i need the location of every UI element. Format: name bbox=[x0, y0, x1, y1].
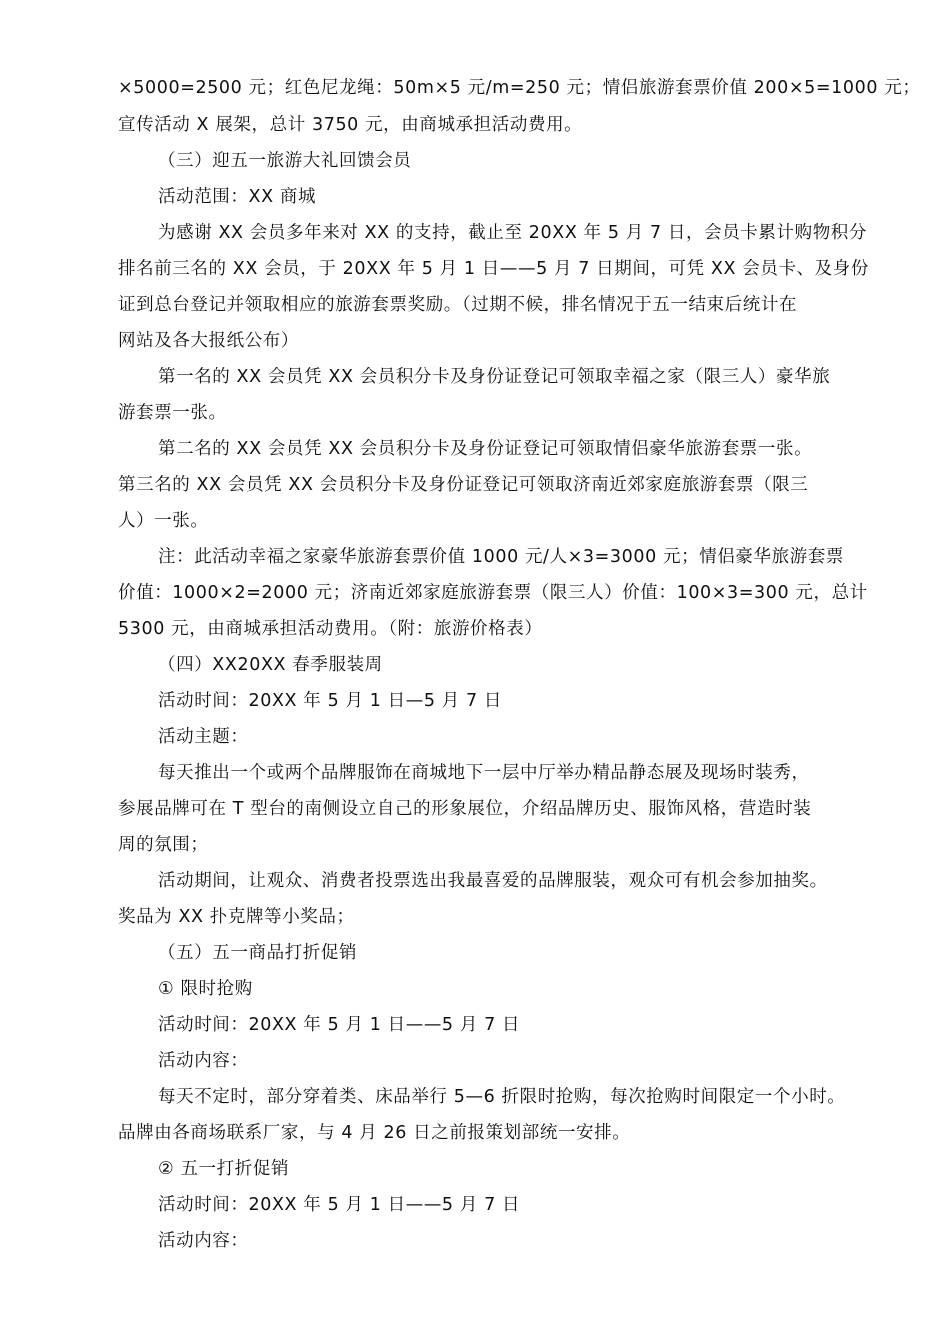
text-line: 证到总台登记并领取相应的旅游套票奖励。（过期不候，排名情况于五一结束后统计在 bbox=[118, 295, 798, 315]
text-line: 注：此活动幸福之家豪华旅游套票价值 1000 元/人×3=3000 元；情侣豪华旅游套票 bbox=[158, 547, 845, 567]
text-line: 每天不定时，部分穿着类、床品举行 5—6 折限时抢购，每次抢购时间限定一个小时。 bbox=[158, 1087, 846, 1107]
text-line: 活动时间：20XX 年 5 月 1 日—5 月 7 日 bbox=[158, 691, 502, 711]
text-line: 网站及各大报纸公布） bbox=[118, 331, 299, 351]
text-line: 活动内容： bbox=[158, 1231, 249, 1251]
text-line: 宣传活动 X 展架，总计 3750 元，由商城承担活动费用。 bbox=[118, 115, 583, 135]
text-line: 游套票一张。 bbox=[118, 403, 227, 423]
text-line: 周的氛围； bbox=[118, 835, 209, 855]
section-heading: （五）五一商品打折促销 bbox=[158, 943, 358, 963]
text-line: 奖品为 XX 扑克牌等小奖品； bbox=[118, 907, 355, 927]
text-line: 活动内容： bbox=[158, 1051, 249, 1071]
text-line: 第三名的 XX 会员凭 XX 会员积分卡及身份证登记可领取济南近郊家庭旅游套票（限三 bbox=[118, 475, 809, 495]
text-line: 活动范围：XX 商城 bbox=[158, 187, 317, 207]
text-line: 参展品牌可在 T 型台的南侧设立自己的形象展位，介绍品牌历史、服饰风格，营造时装 bbox=[118, 799, 812, 819]
text-line: 排名前三名的 XX 会员，于 20XX 年 5 月 1 日——5 月 7 日期间，可凭 XX 会员卡、及身份 bbox=[118, 259, 869, 279]
text-line: 第一名的 XX 会员凭 XX 会员积分卡及身份证登记可领取幸福之家（限三人）豪华旅 bbox=[158, 367, 831, 387]
text-line: 价值：1000×2=2000 元；济南近郊家庭旅游套票（限三人）价值：100×3=300 元，总计 bbox=[118, 583, 868, 603]
subsection-heading: ② 五一打折促销 bbox=[158, 1159, 290, 1179]
text-line: ×5000=2500 元；红色尼龙绳：50m×5 元/m=250 元；情侣旅游套票价值 200×5=1000 元； bbox=[118, 78, 921, 98]
text-line: 第二名的 XX 会员凭 XX 会员积分卡及身份证登记可领取情侣豪华旅游套票一张。 bbox=[158, 439, 813, 459]
text-line: 活动时间：20XX 年 5 月 1 日——5 月 7 日 bbox=[158, 1195, 521, 1215]
text-line: 活动主题： bbox=[158, 727, 249, 747]
section-heading: （四）XX20XX 春季服装周 bbox=[158, 655, 383, 675]
text-line: 活动期间，让观众、消费者投票选出我最喜爱的品牌服装，观众可有机会参加抽奖。 bbox=[158, 871, 828, 891]
text-line: 人）一张。 bbox=[118, 511, 209, 531]
text-line: 5300 元，由商城承担活动费用。（附：旅游价格表） bbox=[118, 619, 543, 639]
section-heading: （三）迎五一旅游大礼回馈会员 bbox=[158, 151, 412, 171]
subsection-heading: ① 限时抢购 bbox=[158, 979, 253, 999]
text-line: 为感谢 XX 会员多年来对 XX 的支持，截止至 20XX 年 5 月 7 日，会员卡累计购物积分 bbox=[158, 223, 867, 243]
text-line: 每天推出一个或两个品牌服饰在商城地下一层中厅举办精品静态展及现场时装秀， bbox=[158, 763, 810, 783]
text-line: 活动时间：20XX 年 5 月 1 日——5 月 7 日 bbox=[158, 1015, 521, 1035]
text-line: 品牌由各商场联系厂家，与 4 月 26 日之前报策划部统一安排。 bbox=[118, 1123, 631, 1143]
